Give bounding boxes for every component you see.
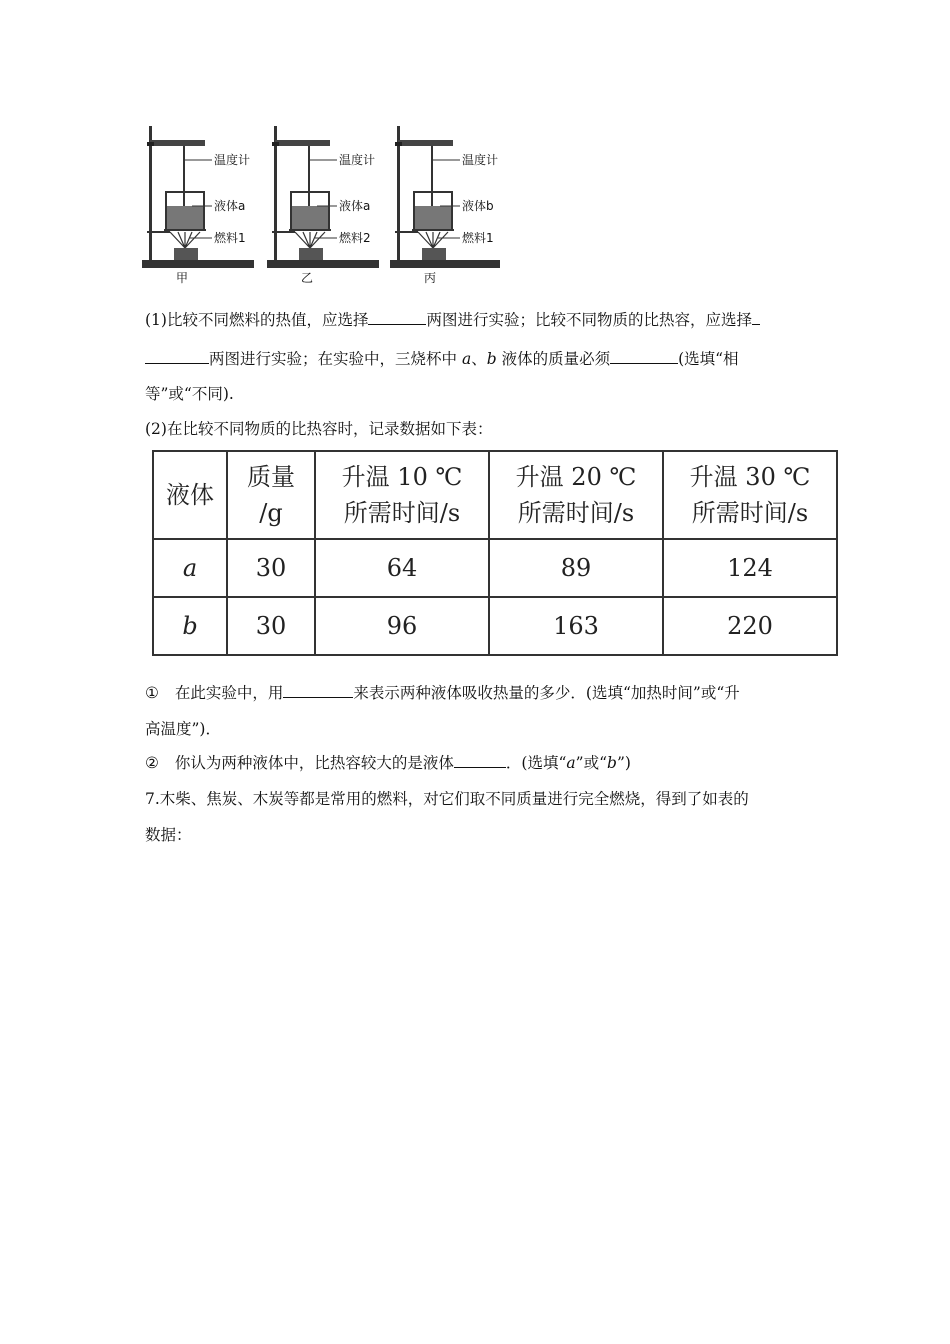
header-rise-20: 升温 20 ℃ 所需时间/s: [489, 451, 663, 539]
q1-text-2a: 两图进行实验；在实验中，三烧杯中: [209, 350, 462, 368]
cell-t20: 163: [489, 597, 663, 655]
q2-intro: [145, 416, 492, 442]
table-row: [153, 597, 837, 655]
sub2-opt-a: a: [566, 754, 576, 772]
q1-text-1a: (1)比较不同燃料的热值，应选择: [145, 311, 369, 329]
apparatus-bing: [390, 126, 500, 285]
answer-blank-heat-pair[interactable]: [145, 346, 209, 364]
table-row: [153, 539, 837, 597]
sub1-line1: [145, 680, 740, 706]
caption-jia: 甲: [176, 271, 189, 285]
cell-liquid: b: [153, 597, 227, 655]
q7-text-1: 7.木柴、焦炭、木炭等都是常用的燃料，对它们取不同质量进行完全燃烧，得到了如表的: [145, 790, 749, 808]
sub1-line2: [145, 716, 221, 742]
apparatus-jia: [142, 126, 254, 285]
q1-sep: 、: [471, 350, 487, 368]
cell-t30: 220: [663, 597, 837, 655]
label-thermometer-bing: 温度计: [462, 153, 499, 167]
answer-blank-mass[interactable]: [610, 346, 678, 364]
label-liquid-bing: 液体b: [462, 199, 494, 213]
apparatus-yi: [267, 126, 379, 285]
label-liquid-yi: 液体a: [339, 199, 371, 213]
header-mass: 质量 /g: [227, 451, 315, 539]
cell-t30: 124: [663, 539, 837, 597]
sub1-text-b: 来表示两种液体吸收热量的多少．(选填“加热时间”或“升: [353, 684, 740, 702]
cell-t10: 96: [315, 597, 489, 655]
label-fuel-bing: 燃料1: [462, 231, 494, 245]
sub2-mid: ”或“: [575, 754, 608, 772]
sub2-mark: ②: [145, 754, 159, 772]
q2-intro-text: (2)在比较不同物质的比热容时，记录数据如下表：: [145, 420, 493, 438]
header-rise-30: 升温 30 ℃ 所需时间/s: [663, 451, 837, 539]
sub1-text-a: 在此实验中，用: [174, 684, 284, 702]
table-header-row: [153, 451, 837, 539]
sub2-text-a: 你认为两种液体中，比热容较大的是液体: [174, 754, 454, 772]
sub2-opt-b: b: [607, 754, 617, 772]
cell-mass: 30: [227, 539, 315, 597]
label-fuel-yi: 燃料2: [339, 231, 371, 245]
sub2-line: [145, 750, 631, 776]
experiment-figure: [140, 120, 500, 290]
q1-text-2c: (选填“相: [678, 350, 739, 368]
caption-yi: 乙: [301, 271, 314, 285]
label-thermometer-yi: 温度计: [339, 153, 376, 167]
cell-t10: 64: [315, 539, 489, 597]
q1-line3: [145, 381, 234, 407]
answer-blank-heat-pair-start[interactable]: [752, 307, 760, 325]
cell-mass: 30: [227, 597, 315, 655]
q7-line2: [145, 822, 192, 848]
q1-text-2b: 液体的质量必须: [496, 350, 611, 368]
answer-blank-larger-heat[interactable]: [454, 750, 506, 768]
caption-bing: 丙: [424, 271, 437, 285]
label-thermometer-jia: 温度计: [214, 153, 251, 167]
q1-text-3: 等”或“不同).: [145, 385, 234, 403]
sub1-text-c: 高温度”)．: [145, 720, 221, 738]
sub1-mark: ①: [145, 684, 159, 702]
sub2-end: ”): [616, 754, 631, 772]
q1-line2: [145, 346, 739, 372]
q1-text-1b: 两图进行实验；比较不同物质的比热容，应选择: [426, 311, 752, 329]
header-rise-10: 升温 10 ℃ 所需时间/s: [315, 451, 489, 539]
cell-t20: 89: [489, 539, 663, 597]
var-b: b: [486, 350, 497, 368]
label-liquid-jia: 液体a: [214, 199, 246, 213]
q7-text-2: 数据：: [145, 826, 192, 844]
sub2-text-b: ．(选填“: [505, 754, 567, 772]
cell-liquid: a: [153, 539, 227, 597]
label-fuel-jia: 燃料1: [214, 231, 246, 245]
answer-blank-heat-measure[interactable]: [283, 680, 353, 698]
answer-blank-fuel-pair[interactable]: [368, 307, 426, 325]
header-liquid: 液体: [153, 451, 227, 539]
var-a: a: [461, 350, 472, 368]
data-table: [152, 450, 838, 656]
q7-line1: [145, 786, 749, 812]
q1-line1: [145, 307, 760, 333]
